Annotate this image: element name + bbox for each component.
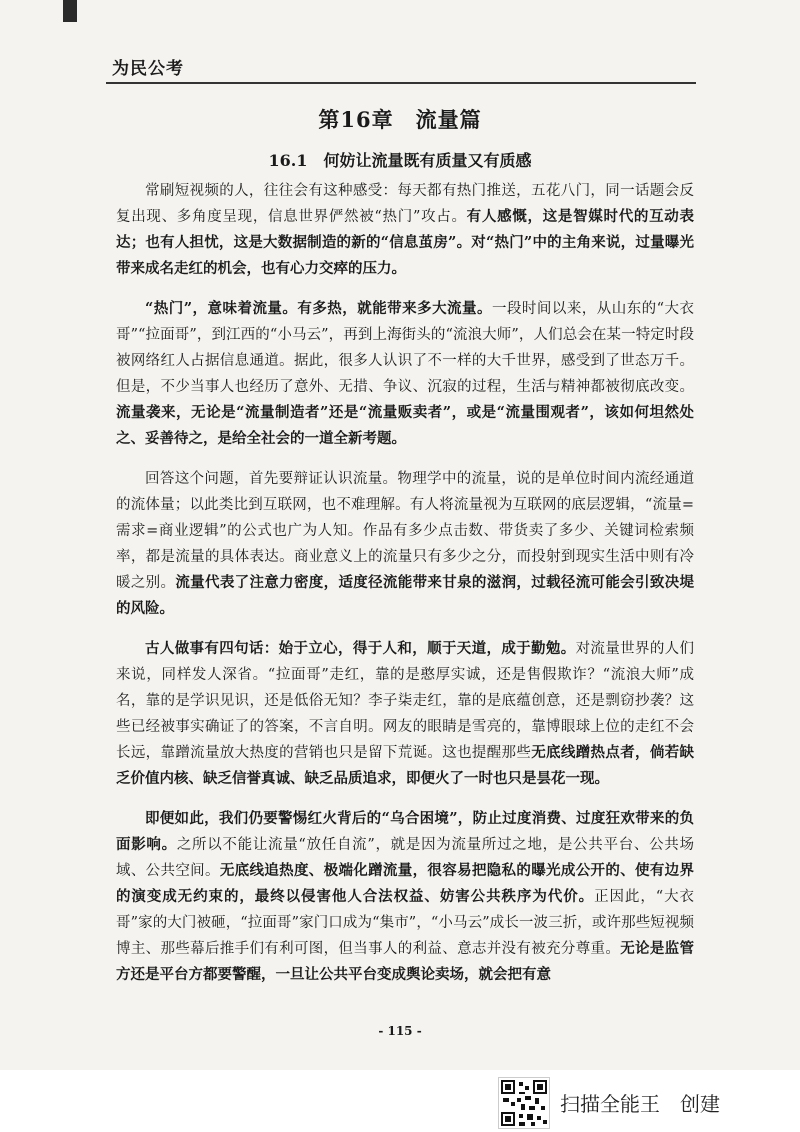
bold-text-segment: 有人感慨，这是智媒时代的互动表达；也有人担忧，这是大数据制造的新的“信息茧房”。对“热门”中的主角来说，过量曝光带来成名走红的机会，也有心力交瘁的压力。 — [116, 208, 694, 277]
scanner-watermark: 扫描全能王 创建 — [560, 1092, 720, 1116]
paragraph — [116, 806, 694, 988]
paragraph — [116, 636, 694, 792]
text-segment: 对流量世界的人们来说，同样发人深省。“拉面哥”走红，靠的是憨厚实诚，还是售假欺诈？“流浪大师”成名，靠的是学识见识，还是低俗无知？李子柒走红，靠的是底蕴创意，还是剽窃抄袭？这些已经被事实确证了的答案，不言自明。网友的眼睛是雪亮的，靠博眼球上位的走红不会长远，靠蹭流量放大热度的营销也只是留下荒诞。这也提醒那些 — [116, 641, 695, 761]
chapter-title: 第16章 流量篇 — [318, 107, 482, 132]
bold-text-segment: 无论是监管方还是平台方都要警醒，一旦让公共平台变成舆论卖场，就会把有意 — [116, 940, 695, 983]
paragraph — [116, 178, 694, 282]
qr-code-icon — [498, 1077, 550, 1129]
paragraph — [116, 296, 694, 452]
running-head: 为民公考 — [112, 59, 184, 79]
text-segment: 正因此，“大衣哥”家的大门被砸，“拉面哥”家门口成为“集市”，“小马云”成长一波三折，或许那些短视频博主、那些幕后推手们有利可图，但当事人的利益、意志并没有被充分尊重。 — [116, 889, 695, 957]
header-rule — [106, 82, 696, 84]
bold-text-segment: 流量袭来，无论是“流量制造者”还是“流量贩卖者”，或是“流量围观者”，该如何坦然处之、妥善待之，是给全社会的一道全新考题。 — [116, 404, 694, 447]
text-segment: 常刷短视频的人，往往会有这种感受：每天都有热门推送，五花八门，同一话题会反复出现、多角度呈现，信息世界俨然被“热门”攻占。 — [116, 183, 694, 225]
bold-text-segment: 流量代表了注意力密度，适度径流能带来甘泉的滋润，过载径流可能会引致决堤的风险。 — [116, 574, 695, 617]
body-text — [116, 178, 694, 1002]
page-number: - 115 - — [378, 1024, 422, 1038]
bold-text-segment: 无底线追热度、极端化蹭流量，很容易把隐私的曝光成公开的、使有边界的演变成无约束的，最终以侵害他人合法权益、妨害公共秩序为代价。 — [116, 862, 695, 905]
bold-text-segment: “热门”，意味着流量。有多热，就能带来多大流量。 — [145, 300, 492, 317]
bold-text-segment: 即便如此，我们仍要警惕红火背后的“乌合困境”，防止过度消费、过度狂欢带来的负面影响。 — [116, 810, 694, 853]
section-title: 16.1 何妨让流量既有质量又有质感 — [268, 151, 532, 170]
bold-text-segment: 无底线蹭热点者，倘若缺乏价值内核、缺乏信誉真诚、缺乏品质追求，即便火了一时也只是昙花一现。 — [116, 744, 695, 787]
text-segment: 回答这个问题，首先要辩证认识流量。物理学中的流量，说的是单位时间内流经通道的流体量；以此类比到互联网，也不难理解。有人将流量视为互联网的底层逻辑，“流量=需求=商业逻辑”的公式也广为人知。作品有多少点击数、带货卖了多少、关键词检索频率，都是流量的具体表达。商业意义上的流量只有多少之分，而投射到现实生活中则有冷暖之别。 — [116, 471, 694, 591]
text-segment: 之所以不能让流量“放任自流”，就是因为流量所过之地，是公共平台、公共场域、公共空间。 — [116, 837, 694, 879]
text-segment: 一段时间以来，从山东的“大衣哥”“拉面哥”，到江西的“小马云”，再到上海街头的“流浪大师”，人们总会在某一特定时段被网络红人占据信息通道。据此，很多人认识了不一样的大千世界，感受到了世态万千。但是，不少当事人也经历了意外、无措、争议、沉寂的过程，生活与精神都被彻底改变。 — [116, 301, 694, 395]
binding-edge — [63, 0, 77, 22]
paragraph — [116, 466, 694, 622]
bold-text-segment: 古人做事有四句话：始于立心，得于人和，顺于天道，成于勤勉。 — [145, 640, 576, 657]
